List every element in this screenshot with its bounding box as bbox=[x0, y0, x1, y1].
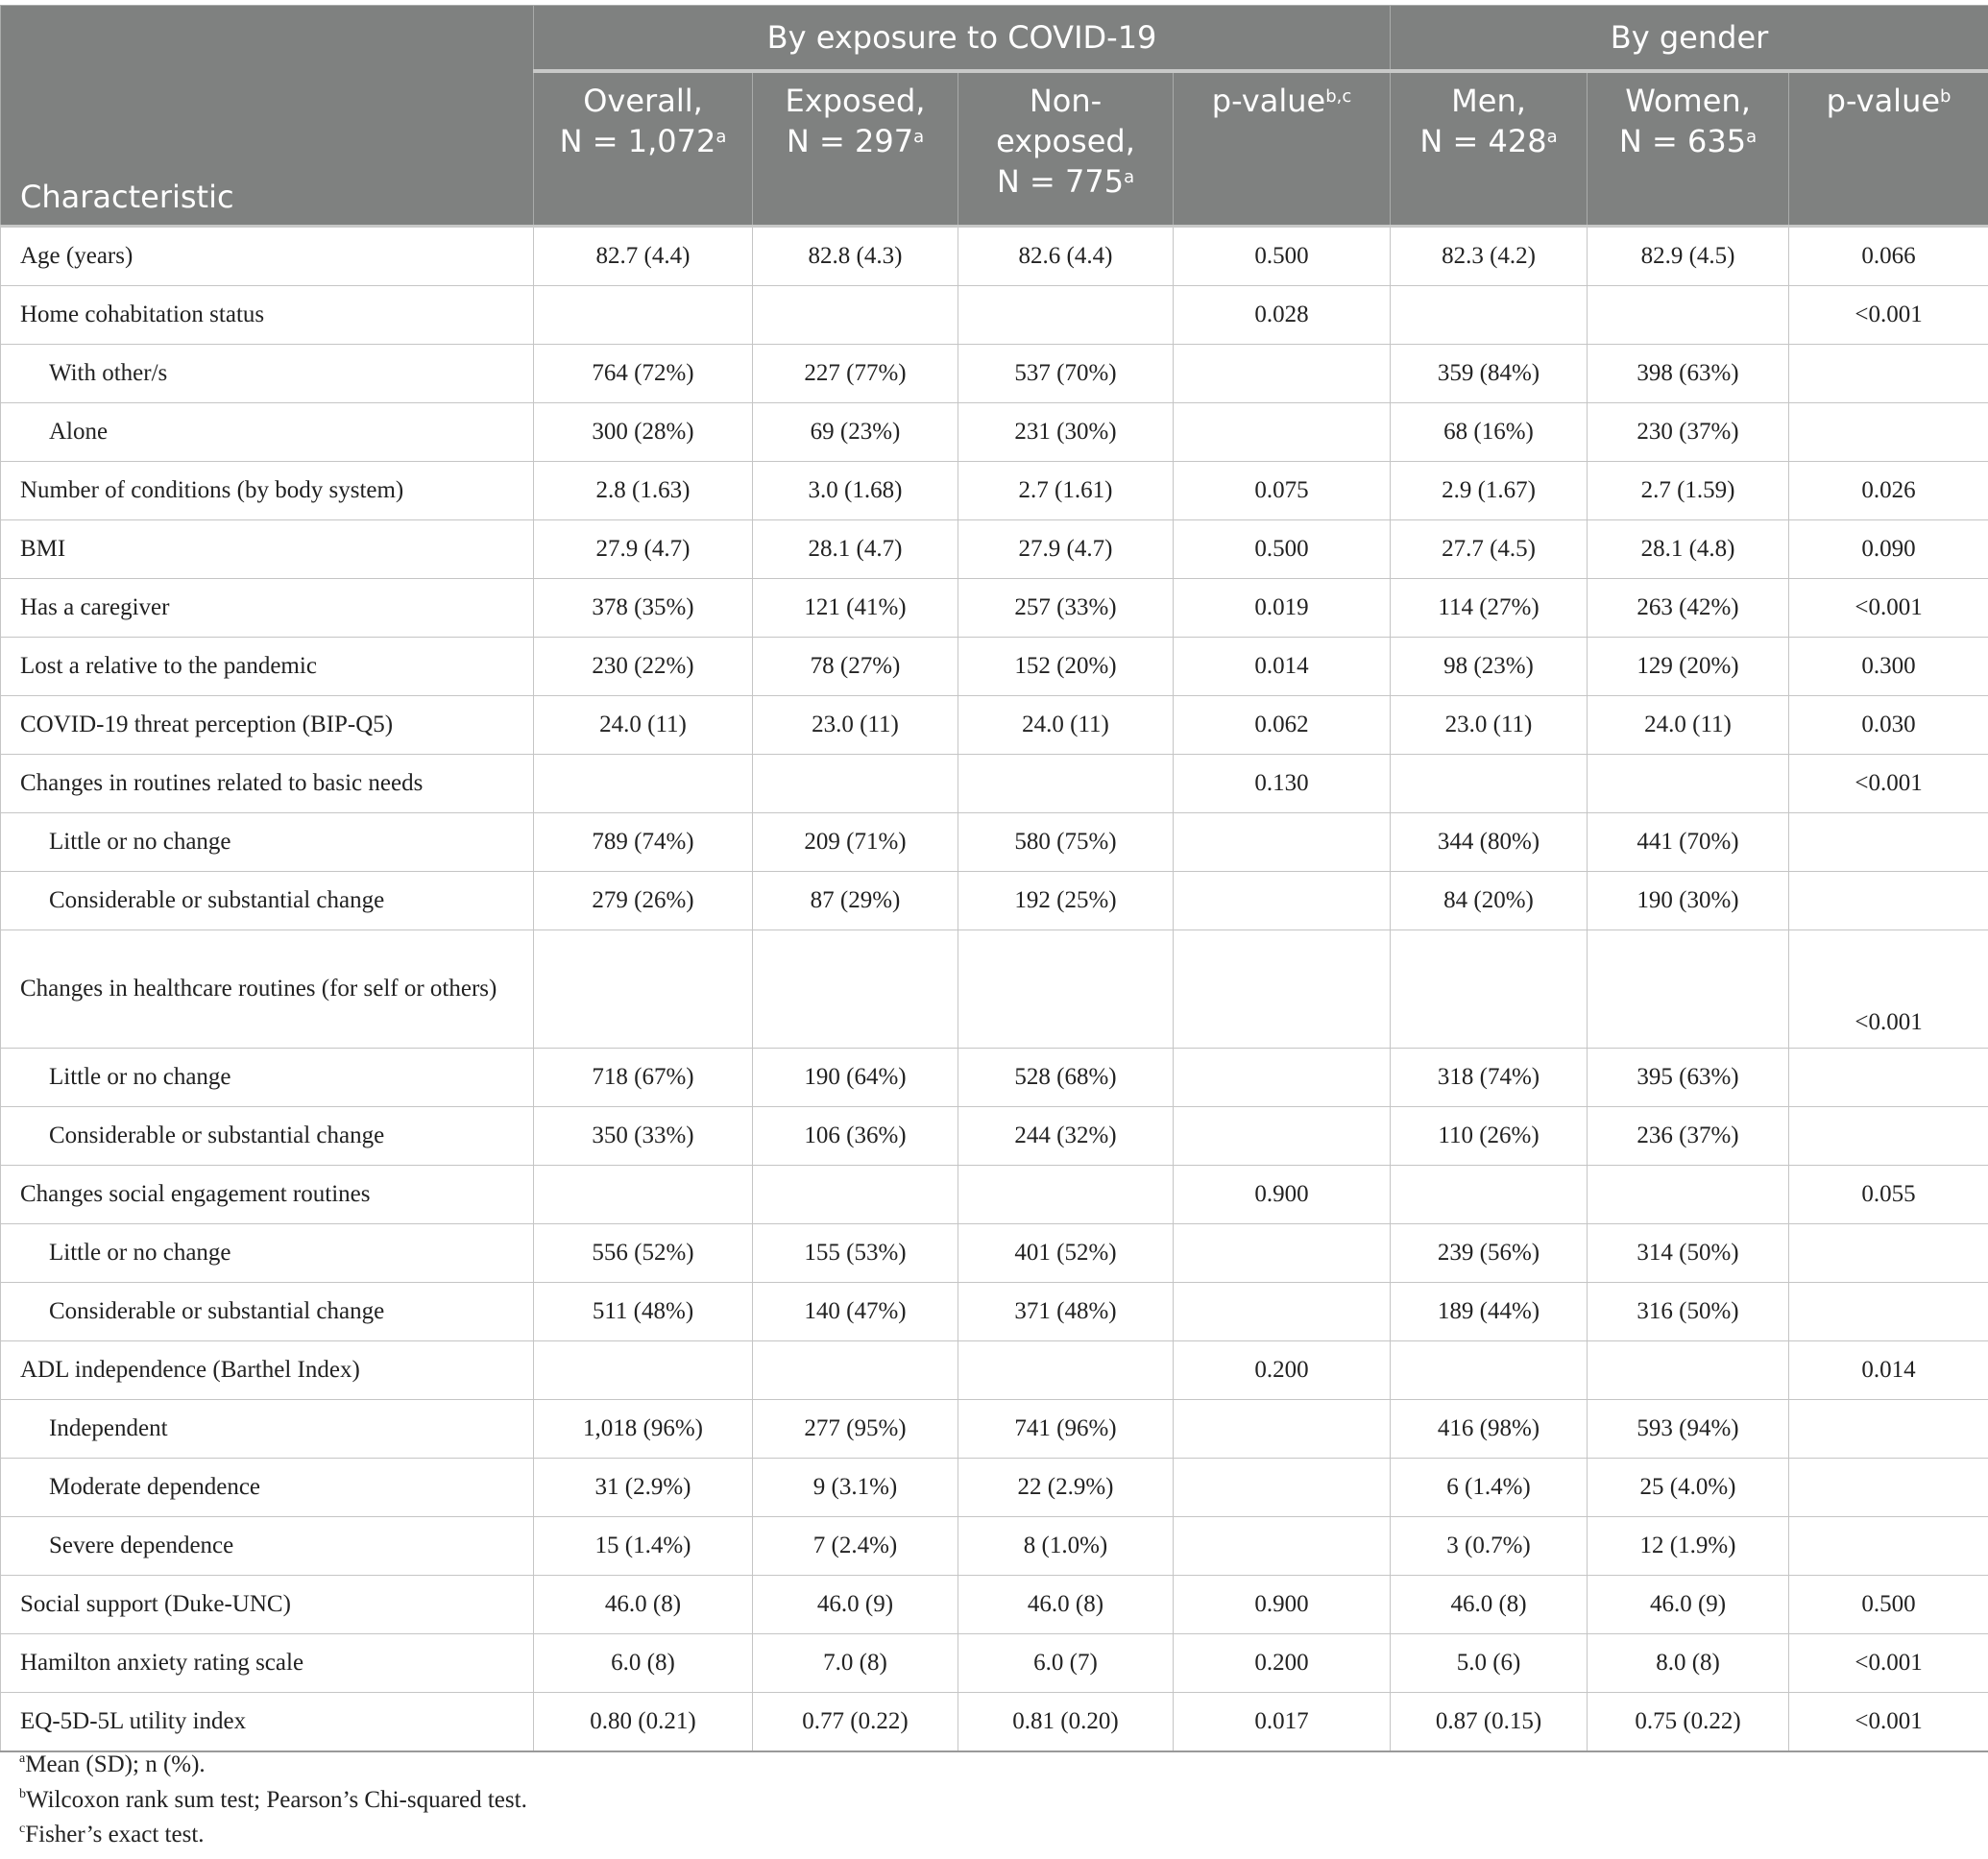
table-cell: 350 (33%) bbox=[534, 1107, 753, 1166]
table-cell: 15 (1.4%) bbox=[534, 1517, 753, 1576]
table-cell: 82.8 (4.3) bbox=[753, 227, 958, 286]
table-cell bbox=[1789, 872, 1988, 930]
table-cell: 2.7 (1.61) bbox=[958, 462, 1174, 520]
table-row bbox=[1, 813, 1988, 872]
row-label: Changes in healthcare routines (for self or others) bbox=[1, 930, 534, 1049]
table-cell: 227 (77%) bbox=[753, 345, 958, 403]
table-cell: <0.001 bbox=[1789, 579, 1988, 638]
column-header-n: N = 297 bbox=[786, 123, 914, 159]
table-cell bbox=[1789, 1400, 1988, 1459]
table-cell bbox=[1588, 930, 1789, 1049]
table-cell: 318 (74%) bbox=[1391, 1049, 1588, 1107]
row-label: BMI bbox=[1, 520, 534, 579]
table-cell bbox=[1588, 1341, 1789, 1400]
table-cell: 140 (47%) bbox=[753, 1283, 958, 1341]
table-cell bbox=[534, 1341, 753, 1400]
table-row bbox=[1, 1107, 1988, 1166]
row-label: Hamilton anxiety rating scale bbox=[1, 1634, 534, 1693]
table-row bbox=[1, 1693, 1988, 1752]
table-cell bbox=[1174, 1517, 1391, 1576]
table-cell: 398 (63%) bbox=[1588, 345, 1789, 403]
table-cell: 0.200 bbox=[1174, 1634, 1391, 1693]
table-cell: 0.80 (0.21) bbox=[534, 1693, 753, 1752]
column-header bbox=[1588, 71, 1789, 227]
row-label: Severe dependence bbox=[1, 1517, 534, 1576]
table-cell: 114 (27%) bbox=[1391, 579, 1588, 638]
row-label: Age (years) bbox=[1, 227, 534, 286]
table-cell: 0.77 (0.22) bbox=[753, 1693, 958, 1752]
table-cell: 231 (30%) bbox=[958, 403, 1174, 462]
table-cell bbox=[1174, 1283, 1391, 1341]
table-row bbox=[1, 345, 1988, 403]
table-cell: 0.017 bbox=[1174, 1693, 1391, 1752]
table-cell: 314 (50%) bbox=[1588, 1224, 1789, 1283]
table-cell: 22 (2.9%) bbox=[958, 1459, 1174, 1517]
table-row bbox=[1, 520, 1988, 579]
table-cell: 3.0 (1.68) bbox=[753, 462, 958, 520]
table-cell: 121 (41%) bbox=[753, 579, 958, 638]
table-cell bbox=[1789, 403, 1988, 462]
column-header-footnote-mark: b,c bbox=[1325, 86, 1352, 107]
table-cell: 28.1 (4.8) bbox=[1588, 520, 1789, 579]
table-row bbox=[1, 1517, 1988, 1576]
table-cell: 741 (96%) bbox=[958, 1400, 1174, 1459]
table-cell bbox=[1174, 1459, 1391, 1517]
table-cell: 0.75 (0.22) bbox=[1588, 1693, 1789, 1752]
table-cell bbox=[1789, 1283, 1988, 1341]
table-cell: 129 (20%) bbox=[1588, 638, 1789, 696]
table-cell bbox=[1174, 813, 1391, 872]
table-cell bbox=[958, 930, 1174, 1049]
table-cell: 192 (25%) bbox=[958, 872, 1174, 930]
table-cell bbox=[1174, 930, 1391, 1049]
table-cell: 0.900 bbox=[1174, 1166, 1391, 1224]
row-label: ADL independence (Barthel Index) bbox=[1, 1341, 534, 1400]
table-cell: 764 (72%) bbox=[534, 345, 753, 403]
table-cell: 155 (53%) bbox=[753, 1224, 958, 1283]
footnote-mark: b bbox=[19, 1787, 26, 1801]
table-cell: <0.001 bbox=[1789, 930, 1988, 1049]
table-cell: 718 (67%) bbox=[534, 1049, 753, 1107]
row-label: Lost a relative to the pandemic bbox=[1, 638, 534, 696]
table-cell: 82.9 (4.5) bbox=[1588, 227, 1789, 286]
table-cell: 0.130 bbox=[1174, 755, 1391, 813]
column-header-title: p-value bbox=[1211, 83, 1326, 119]
table-cell: 6.0 (7) bbox=[958, 1634, 1174, 1693]
table-cell: 189 (44%) bbox=[1391, 1283, 1588, 1341]
table-cell bbox=[958, 755, 1174, 813]
row-label: Home cohabitation status bbox=[1, 286, 534, 345]
table-cell: 236 (37%) bbox=[1588, 1107, 1789, 1166]
column-header bbox=[1789, 71, 1988, 227]
table-cell bbox=[534, 755, 753, 813]
table-cell: 8.0 (8) bbox=[1588, 1634, 1789, 1693]
table-cell: 0.030 bbox=[1789, 696, 1988, 755]
table-row bbox=[1, 1576, 1988, 1634]
table-cell: 2.7 (1.59) bbox=[1588, 462, 1789, 520]
table-row bbox=[1, 872, 1988, 930]
table-cell: 0.019 bbox=[1174, 579, 1391, 638]
table-row bbox=[1, 462, 1988, 520]
table-row bbox=[1, 403, 1988, 462]
table-cell bbox=[1391, 755, 1588, 813]
table-cell: 279 (26%) bbox=[534, 872, 753, 930]
table-cell: 230 (22%) bbox=[534, 638, 753, 696]
table-cell bbox=[1174, 1400, 1391, 1459]
table-cell: 0.014 bbox=[1174, 638, 1391, 696]
table-cell: 87 (29%) bbox=[753, 872, 958, 930]
table-cell: 152 (20%) bbox=[958, 638, 1174, 696]
table-cell: 12 (1.9%) bbox=[1588, 1517, 1789, 1576]
table-cell: 344 (80%) bbox=[1391, 813, 1588, 872]
table-cell bbox=[1391, 930, 1588, 1049]
table-cell: 6.0 (8) bbox=[534, 1634, 753, 1693]
table-cell: 0.500 bbox=[1174, 520, 1391, 579]
table-row bbox=[1, 1400, 1988, 1459]
table-row bbox=[1, 1049, 1988, 1107]
table-row bbox=[1, 755, 1988, 813]
row-label: Little or no change bbox=[1, 1049, 534, 1107]
header-group-exposure: By exposure to COVID-19 bbox=[534, 6, 1391, 72]
row-label: Independent bbox=[1, 1400, 534, 1459]
table-cell bbox=[1588, 1166, 1789, 1224]
table-cell: 110 (26%) bbox=[1391, 1107, 1588, 1166]
table-cell bbox=[753, 1166, 958, 1224]
footnote bbox=[19, 1787, 527, 1814]
table-cell: 0.075 bbox=[1174, 462, 1391, 520]
column-header-footnote-mark: b bbox=[1940, 86, 1952, 107]
table-cell: 316 (50%) bbox=[1588, 1283, 1789, 1341]
table-cell: 5.0 (6) bbox=[1391, 1634, 1588, 1693]
table-cell: 0.028 bbox=[1174, 286, 1391, 345]
column-header bbox=[958, 71, 1174, 227]
table-cell: 0.014 bbox=[1789, 1341, 1988, 1400]
table-cell: 27.7 (4.5) bbox=[1391, 520, 1588, 579]
table-cell: 277 (95%) bbox=[753, 1400, 958, 1459]
table-cell: 239 (56%) bbox=[1391, 1224, 1588, 1283]
table-cell: 230 (37%) bbox=[1588, 403, 1789, 462]
table-cell: 300 (28%) bbox=[534, 403, 753, 462]
column-header-footnote-mark: a bbox=[1746, 127, 1758, 147]
table-cell: 46.0 (8) bbox=[958, 1576, 1174, 1634]
table-cell: 0.062 bbox=[1174, 696, 1391, 755]
table-row bbox=[1, 638, 1988, 696]
column-header-footnote-mark: a bbox=[1124, 167, 1135, 187]
table-cell bbox=[1174, 1107, 1391, 1166]
table-cell: 789 (74%) bbox=[534, 813, 753, 872]
row-label: With other/s bbox=[1, 345, 534, 403]
table-cell: <0.001 bbox=[1789, 1634, 1988, 1693]
column-header-title: p-value bbox=[1826, 83, 1941, 119]
row-label: Changes in routines related to basic needs bbox=[1, 755, 534, 813]
table-cell: 0.81 (0.20) bbox=[958, 1693, 1174, 1752]
table-row bbox=[1, 1459, 1988, 1517]
table-cell: 190 (30%) bbox=[1588, 872, 1789, 930]
table-cell bbox=[1789, 345, 1988, 403]
table-cell: 84 (20%) bbox=[1391, 872, 1588, 930]
column-header-footnote-mark: a bbox=[913, 127, 925, 147]
table-cell bbox=[1789, 1224, 1988, 1283]
table-cell: 244 (32%) bbox=[958, 1107, 1174, 1166]
table-cell bbox=[1391, 1166, 1588, 1224]
table-cell bbox=[1174, 403, 1391, 462]
table-cell: 441 (70%) bbox=[1588, 813, 1789, 872]
footnote-mark: c bbox=[19, 1822, 26, 1836]
table-cell: 7.0 (8) bbox=[753, 1634, 958, 1693]
footnote-mark: a bbox=[19, 1751, 26, 1766]
table-cell: 31 (2.9%) bbox=[534, 1459, 753, 1517]
table-cell: 24.0 (11) bbox=[1588, 696, 1789, 755]
table-cell: 416 (98%) bbox=[1391, 1400, 1588, 1459]
table-cell bbox=[1391, 286, 1588, 345]
table-cell: 378 (35%) bbox=[534, 579, 753, 638]
column-header bbox=[1391, 71, 1588, 227]
table-cell: 257 (33%) bbox=[958, 579, 1174, 638]
footnote-text: Wilcoxon rank sum test; Pearson’s Chi-squared test. bbox=[26, 1787, 527, 1813]
table-cell bbox=[1174, 872, 1391, 930]
table-row bbox=[1, 227, 1988, 286]
header-group-gender: By gender bbox=[1391, 6, 1988, 72]
table-cell bbox=[1588, 286, 1789, 345]
table-row bbox=[1, 1341, 1988, 1400]
table-row bbox=[1, 286, 1988, 345]
row-label: Little or no change bbox=[1, 813, 534, 872]
table-cell: 46.0 (8) bbox=[1391, 1576, 1588, 1634]
table-row bbox=[1, 930, 1988, 1049]
column-header-title: Women, bbox=[1625, 83, 1751, 119]
row-label: COVID-19 threat perception (BIP-Q5) bbox=[1, 696, 534, 755]
table-cell bbox=[1789, 1107, 1988, 1166]
table-cell: 1,018 (96%) bbox=[534, 1400, 753, 1459]
table-cell bbox=[1174, 345, 1391, 403]
table-cell bbox=[1789, 1517, 1988, 1576]
table-cell: 98 (23%) bbox=[1391, 638, 1588, 696]
table-cell: 2.8 (1.63) bbox=[534, 462, 753, 520]
table-cell: 359 (84%) bbox=[1391, 345, 1588, 403]
table-cell: 2.9 (1.67) bbox=[1391, 462, 1588, 520]
row-label: Number of conditions (by body system) bbox=[1, 462, 534, 520]
table-row bbox=[1, 1166, 1988, 1224]
table-cell: 69 (23%) bbox=[753, 403, 958, 462]
row-label: Changes social engagement routines bbox=[1, 1166, 534, 1224]
table-cell bbox=[958, 1341, 1174, 1400]
table-cell: 401 (52%) bbox=[958, 1224, 1174, 1283]
table-cell bbox=[1789, 1049, 1988, 1107]
table-cell bbox=[534, 930, 753, 1049]
table-cell: 9 (3.1%) bbox=[753, 1459, 958, 1517]
row-label: Moderate dependence bbox=[1, 1459, 534, 1517]
table-cell bbox=[753, 286, 958, 345]
table-cell: 106 (36%) bbox=[753, 1107, 958, 1166]
table-cell bbox=[534, 1166, 753, 1224]
table-row bbox=[1, 1224, 1988, 1283]
column-header-n: N = 775 bbox=[996, 163, 1125, 200]
table-row bbox=[1, 1634, 1988, 1693]
table-cell: 537 (70%) bbox=[958, 345, 1174, 403]
table-cell bbox=[753, 930, 958, 1049]
table-cell: 0.900 bbox=[1174, 1576, 1391, 1634]
table-cell: 0.500 bbox=[1174, 227, 1391, 286]
table-cell: 209 (71%) bbox=[753, 813, 958, 872]
table-cell bbox=[1789, 1459, 1988, 1517]
table-cell: 82.6 (4.4) bbox=[958, 227, 1174, 286]
table-cell: 7 (2.4%) bbox=[753, 1517, 958, 1576]
characteristics-table bbox=[0, 5, 1988, 1752]
table-cell: 263 (42%) bbox=[1588, 579, 1789, 638]
table-row bbox=[1, 1283, 1988, 1341]
table-cell: 0.090 bbox=[1789, 520, 1988, 579]
table-cell: 46.0 (9) bbox=[1588, 1576, 1789, 1634]
header-characteristic: Characteristic bbox=[1, 6, 534, 227]
table-row bbox=[1, 579, 1988, 638]
table-cell: 395 (63%) bbox=[1588, 1049, 1789, 1107]
row-label: Considerable or substantial change bbox=[1, 1107, 534, 1166]
table-cell: 0.87 (0.15) bbox=[1391, 1693, 1588, 1752]
footnote-text: Fisher’s exact test. bbox=[25, 1822, 205, 1847]
column-header-footnote-mark: a bbox=[715, 127, 727, 147]
table-cell: <0.001 bbox=[1789, 1693, 1988, 1752]
table-cell: 8 (1.0%) bbox=[958, 1517, 1174, 1576]
table-cell bbox=[958, 1166, 1174, 1224]
table-cell: <0.001 bbox=[1789, 286, 1988, 345]
row-label: Has a caregiver bbox=[1, 579, 534, 638]
table-cell: 0.026 bbox=[1789, 462, 1988, 520]
table-cell: 0.200 bbox=[1174, 1341, 1391, 1400]
table-cell: 580 (75%) bbox=[958, 813, 1174, 872]
column-header bbox=[1174, 71, 1391, 227]
table-row bbox=[1, 696, 1988, 755]
table-cell: 23.0 (11) bbox=[753, 696, 958, 755]
table-cell bbox=[1789, 813, 1988, 872]
table-cell bbox=[534, 286, 753, 345]
table-cell: 82.3 (4.2) bbox=[1391, 227, 1588, 286]
footnote bbox=[19, 1751, 206, 1778]
row-label: Social support (Duke-UNC) bbox=[1, 1576, 534, 1634]
column-header-title: Non-exposed, bbox=[996, 83, 1135, 159]
column-header-title: Overall, bbox=[583, 83, 703, 119]
table-cell: 0.055 bbox=[1789, 1166, 1988, 1224]
row-label: Little or no change bbox=[1, 1224, 534, 1283]
table-cell: <0.001 bbox=[1789, 755, 1988, 813]
table-cell: 3 (0.7%) bbox=[1391, 1517, 1588, 1576]
table-cell bbox=[958, 286, 1174, 345]
table-cell: 190 (64%) bbox=[753, 1049, 958, 1107]
table-cell: 46.0 (8) bbox=[534, 1576, 753, 1634]
footnote bbox=[19, 1822, 205, 1848]
table-cell: 371 (48%) bbox=[958, 1283, 1174, 1341]
row-label: Considerable or substantial change bbox=[1, 1283, 534, 1341]
column-header-n: N = 635 bbox=[1618, 123, 1747, 159]
table-cell: 46.0 (9) bbox=[753, 1576, 958, 1634]
table-cell: 68 (16%) bbox=[1391, 403, 1588, 462]
table-cell: 27.9 (4.7) bbox=[958, 520, 1174, 579]
table-cell: 28.1 (4.7) bbox=[753, 520, 958, 579]
column-header-n: N = 428 bbox=[1419, 123, 1547, 159]
table-cell: 6 (1.4%) bbox=[1391, 1459, 1588, 1517]
row-label: EQ-5D-5L utility index bbox=[1, 1693, 534, 1752]
column-header-footnote-mark: a bbox=[1546, 127, 1558, 147]
table-cell bbox=[1391, 1341, 1588, 1400]
table-cell: 24.0 (11) bbox=[534, 696, 753, 755]
table-cell: 0.300 bbox=[1789, 638, 1988, 696]
table-cell: 82.7 (4.4) bbox=[534, 227, 753, 286]
table-cell: 556 (52%) bbox=[534, 1224, 753, 1283]
table-cell: 25 (4.0%) bbox=[1588, 1459, 1789, 1517]
row-label: Alone bbox=[1, 403, 534, 462]
table-cell: 24.0 (11) bbox=[958, 696, 1174, 755]
table-cell bbox=[753, 1341, 958, 1400]
row-label: Considerable or substantial change bbox=[1, 872, 534, 930]
table-cell bbox=[1588, 755, 1789, 813]
table-cell: 528 (68%) bbox=[958, 1049, 1174, 1107]
column-header-title: Exposed, bbox=[785, 83, 926, 119]
column-header-title: Men, bbox=[1451, 83, 1526, 119]
table-cell: 27.9 (4.7) bbox=[534, 520, 753, 579]
table-cell: 593 (94%) bbox=[1588, 1400, 1789, 1459]
table-cell: 78 (27%) bbox=[753, 638, 958, 696]
table-cell: 0.500 bbox=[1789, 1576, 1988, 1634]
table-cell: 23.0 (11) bbox=[1391, 696, 1588, 755]
table-cell: 511 (48%) bbox=[534, 1283, 753, 1341]
table-cell: 0.066 bbox=[1789, 227, 1988, 286]
column-header bbox=[753, 71, 958, 227]
footnote-text: Mean (SD); n (%). bbox=[25, 1751, 206, 1777]
table-cell bbox=[1174, 1049, 1391, 1107]
column-header bbox=[534, 71, 753, 227]
column-header-n: N = 1,072 bbox=[559, 123, 716, 159]
table-cell bbox=[753, 755, 958, 813]
table-cell bbox=[1174, 1224, 1391, 1283]
